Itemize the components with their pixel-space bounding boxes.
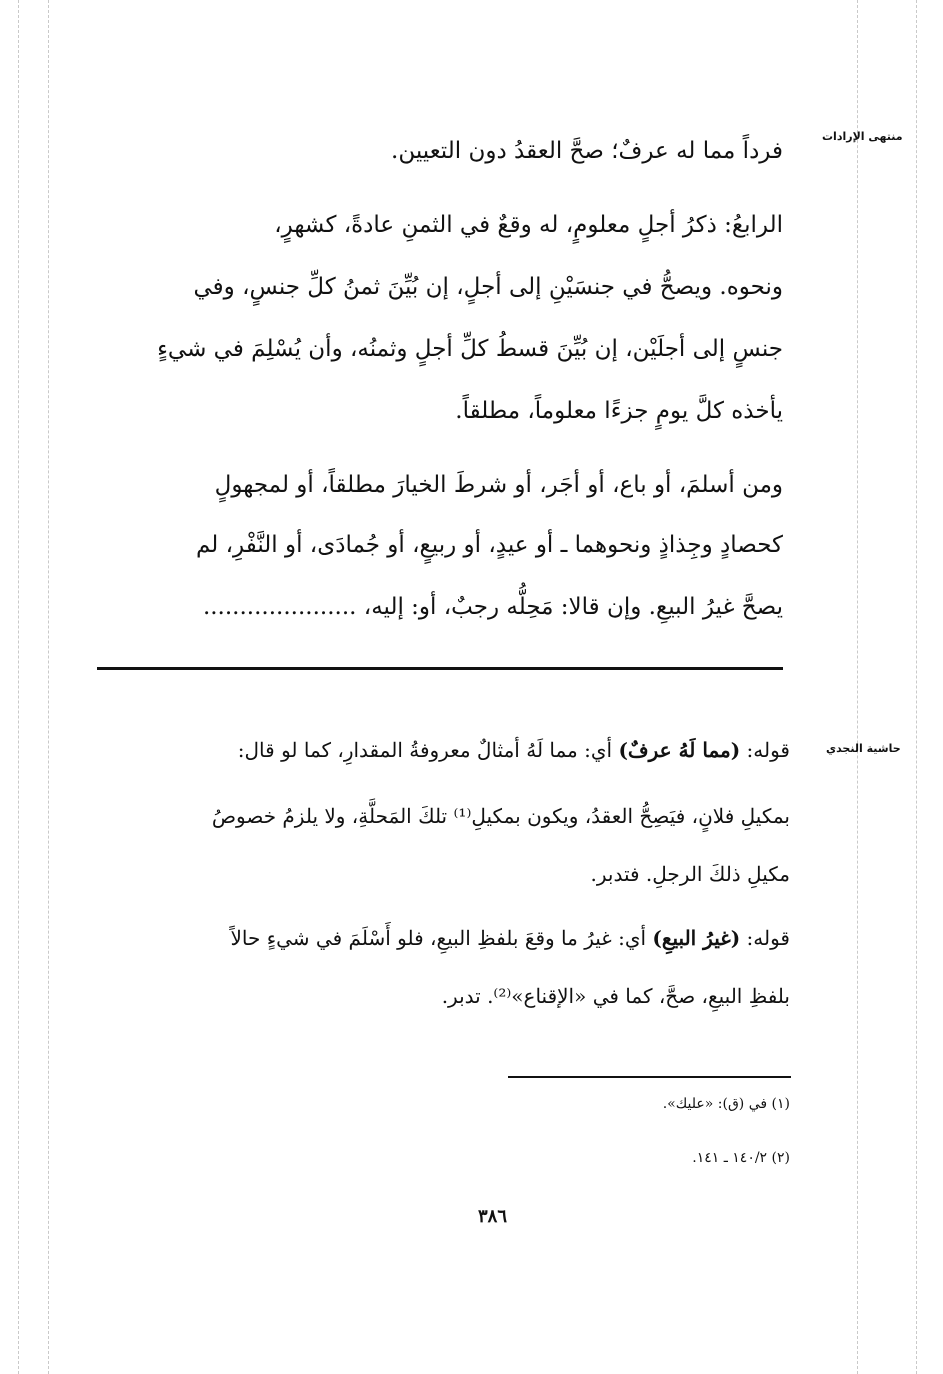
main-text-line: فرداً مما له عرفٌ؛ صحَّ العقدُ دون التعيين. bbox=[391, 138, 783, 164]
main-text-line: الرابعُ: ذكرُ أجلٍ معلومٍ، له وقعٌ في الثمنِ عادةً، كشهرٍ، bbox=[274, 212, 783, 238]
footnote-item: (١) في (ق): «عليك». bbox=[662, 1096, 790, 1112]
margin-label-commentary: حاشية النجدي bbox=[826, 742, 901, 755]
scan-guide-line bbox=[18, 0, 19, 1374]
section-divider bbox=[97, 667, 783, 670]
commentary-keyword: (غيرُ البيعِ) bbox=[652, 926, 741, 950]
main-text-line: يأخذه كلَّ يومٍ جزءًا معلوماً، مطلقاً. bbox=[455, 398, 783, 424]
commentary-line: بلفظِ البيعِ، صحَّ، كما في «الإقناع»⁽²⁾. تدبر. bbox=[441, 984, 790, 1008]
main-text-line: يصحَّ غيرُ البيعِ. وإن قالا: مَحِلُّه رجبٌ، أو: إليه، ..................... bbox=[202, 594, 783, 620]
commentary-text: أي: مما لَهُ أمثالٌ معروفةُ المقدارِ، كما لو قال: bbox=[237, 738, 619, 762]
main-text-line: جنسٍ إلى أجلَيْن، إن بُيِّنَ قسطُ كلِّ أجلٍ وثمنُه، وأن يُسْلِمَ في شيءٍ bbox=[157, 336, 783, 362]
commentary-text: أي: غيرُ ما وقعَ بلفظِ البيعِ، فلو أَسْلَمَ في شيءٍ حالاً bbox=[230, 926, 653, 950]
commentary-keyword: (مما لَهُ عرفٌ) bbox=[618, 738, 741, 762]
commentary-line bbox=[98, 738, 790, 762]
main-text-line: ومن أسلمَ، أو باع، أو أجَر، أو شرطَ الخيارَ مطلقاً، أو لمجهولٍ bbox=[214, 472, 783, 498]
commentary-line bbox=[98, 926, 790, 950]
scan-guide-line bbox=[857, 0, 858, 1374]
commentary-line: بمكيلِ فلانٍ، فيَصِحُّ العقدُ، ويكون بمكيلِ⁽¹⁾ تلكَ المَحلَّةِ، ولا يلزمُ خصوصُ bbox=[211, 804, 790, 828]
scan-guide-line bbox=[916, 0, 917, 1374]
main-text-line: كحصادٍ وجِذاذٍ ونحوهما ـ أو عيدٍ، أو ربيعٍ، أو جُمادَى، أو النَّفْرِ، لم bbox=[195, 532, 783, 558]
main-text-line: ونحوه. ويصحُّ في جنسَيْنِ إلى أجلٍ، إن بُيِّنَ ثمنُ كلِّ جنسٍ، وفي bbox=[193, 274, 783, 300]
commentary-prefix: قوله: bbox=[740, 926, 790, 950]
scan-guide-line bbox=[48, 0, 49, 1374]
margin-label-main-text: منتهى الإرادات bbox=[822, 130, 903, 143]
page-number: ٣٨٦ bbox=[478, 1206, 508, 1227]
footnote-item: (٢) ١٤٠/٢ ـ ١٤١. bbox=[692, 1150, 790, 1166]
footnote-divider bbox=[508, 1076, 791, 1078]
commentary-prefix: قوله: bbox=[740, 738, 790, 762]
commentary-line: مكيلِ ذلكَ الرجلِ. فتدبر. bbox=[590, 862, 790, 886]
